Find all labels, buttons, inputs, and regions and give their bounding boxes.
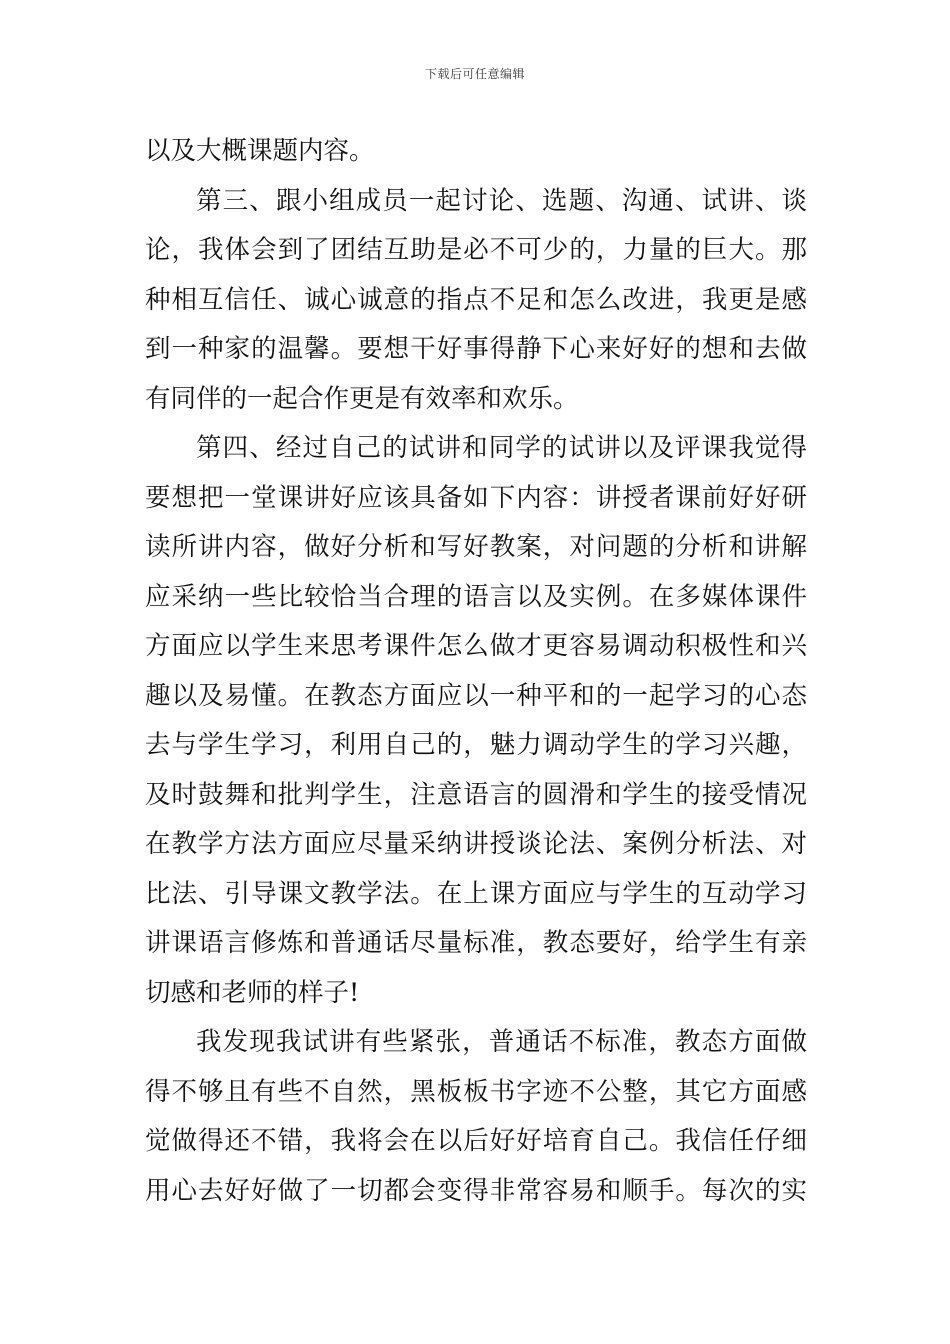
text-line: 得不够且有些不自然，黑板板书字迹不公整，其它方面感	[145, 1076, 807, 1107]
text-line: 在教学方法方面应尽量采纳讲授谈论法、案例分析法、对	[145, 829, 807, 859]
text-line: 读所讲内容，做好分析和写好教案，对问题的分析和讲解	[145, 532, 807, 562]
text-line: 用心去好好做了一切都会变得非常容易和顺手。每次的实	[145, 1175, 807, 1206]
text-line: 比法、引导课文教学法。在上课方面应与学生的互动学习	[145, 878, 807, 909]
text-line: 我发现我试讲有些紧张，普通话不标准，教态方面做	[196, 1027, 807, 1057]
text-line: 以及大概课题内容。	[145, 136, 375, 166]
text-line: 第三、跟小组成员一起讨论、选题、沟通、试讲、谈	[196, 185, 807, 216]
text-line: 要想把一堂课讲好应该具备如下内容：讲授者课前好好研	[145, 482, 807, 513]
text-line: 方面应以学生来思考课件怎么做才更容易调动积极性和兴	[145, 631, 807, 661]
document-body	[145, 127, 807, 1216]
text-line: 觉做得还不错，我将会在以后好好培育自己。我信任仔细	[145, 1126, 807, 1156]
text-line: 第四、经过自己的试讲和同学的试讲以及评课我觉得	[196, 433, 807, 463]
text-line: 应采纳一些比较恰当合理的语言以及实例。在多媒体课件	[145, 581, 807, 612]
text-line: 讲课语言修炼和普通话尽量标准，教态要好，给学生有亲	[145, 928, 807, 958]
page-header: 下载后可任意编辑	[424, 67, 525, 81]
text-line: 论，我体会到了团结互助是必不可少的，力量的巨大。那	[145, 235, 807, 265]
text-line: 去与学生学习，利用自己的，魅力调动学生的学习兴趣，	[145, 730, 807, 760]
text-line: 及时鼓舞和批判学生，注意语言的圆滑和学生的接受情况	[145, 779, 807, 810]
text-line: 有同伴的一起合作更是有效率和欢乐。	[145, 383, 579, 414]
text-line: 种相互信任、诚心诚意的指点不足和怎么改进，我更是感	[145, 284, 807, 315]
text-line: 趣以及易懂。在教态方面应以一种平和的一起学习的心态	[145, 680, 807, 711]
text-line: 切感和老师的样子!	[145, 977, 360, 1008]
text-line: 到一种家的温馨。要想干好事得静下心来好好的想和去做	[145, 334, 807, 364]
